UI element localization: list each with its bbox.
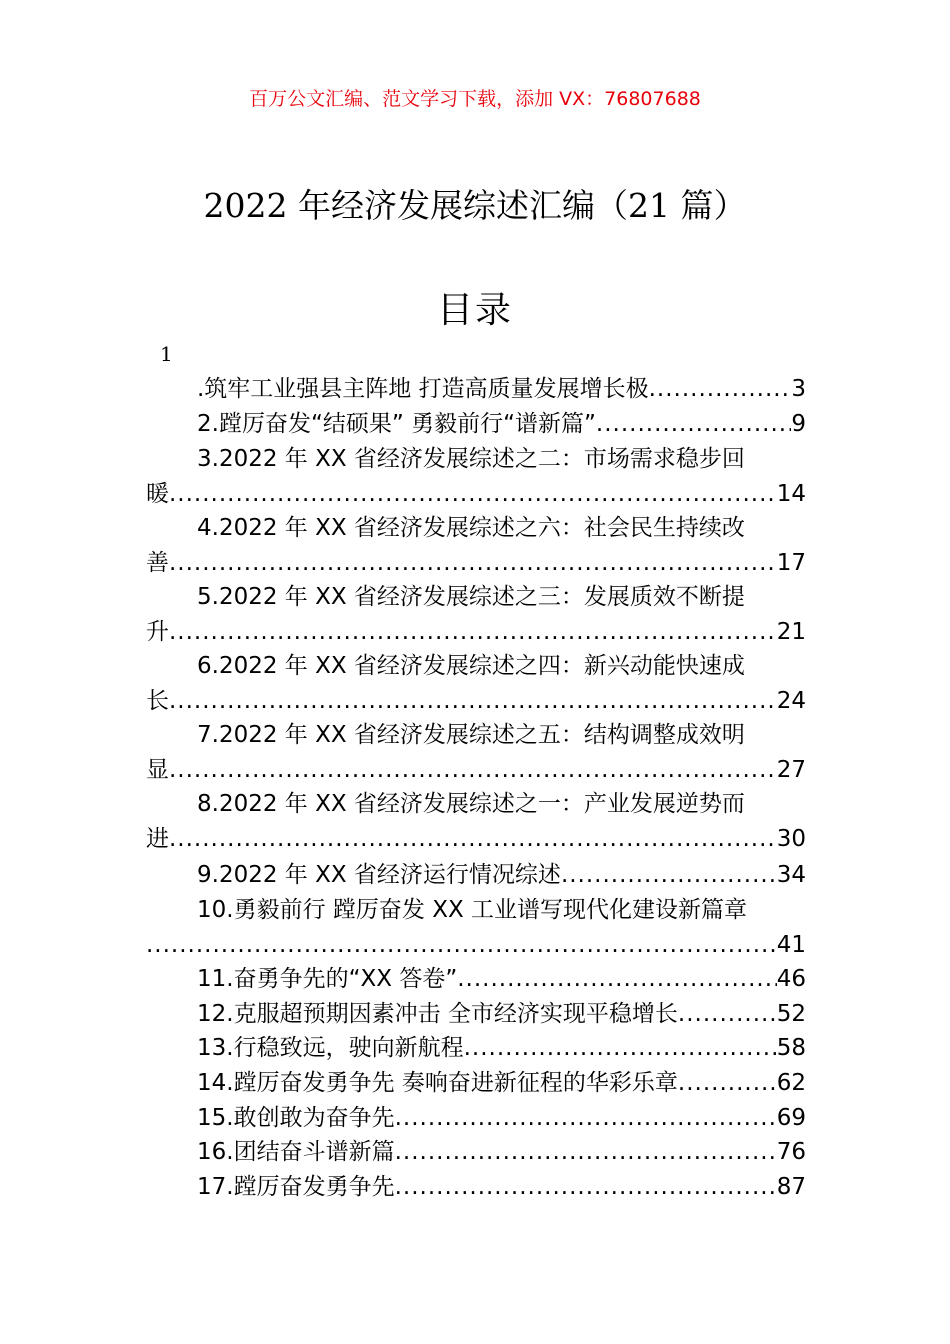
toc-entry-page: 27	[776, 757, 806, 783]
toc-leader-dots	[561, 864, 777, 887]
toc-entry-page: 17	[776, 550, 806, 576]
toc-entry[interactable]	[146, 1141, 806, 1164]
toc-entry-page: 58	[776, 1035, 806, 1061]
toc-entry-page: 30	[776, 826, 806, 852]
toc-entry-page: 41	[776, 932, 806, 958]
toc-entry-continuation: 长	[146, 688, 169, 714]
toc-entry-title: 17.蹚厉奋发勇争先	[197, 1174, 395, 1200]
toc-entry-continuation: 善	[146, 550, 169, 576]
document-title: 2022 年经济发展综述汇编（21 篇）	[203, 186, 747, 225]
toc-leader-dots	[169, 759, 777, 782]
toc-leader-dots	[649, 378, 792, 401]
toc-entry-page: 62	[776, 1070, 806, 1096]
toc-entry-title: 15.敢创敢为奋争先	[197, 1105, 395, 1131]
toc-entry-title: 4.2022 年 XX 省经济发展综述之六：社会民生持续改	[197, 515, 745, 541]
toc-leader-dots	[169, 483, 777, 506]
toc-entry-page: 52	[776, 1001, 806, 1027]
toc-entry[interactable]	[146, 1107, 806, 1130]
toc-leader-dots	[457, 968, 776, 991]
toc-entry-continuation: 升	[146, 619, 169, 645]
toc-leader-dots	[464, 1037, 777, 1060]
toc-leader-dots	[146, 934, 777, 957]
toc-leader-dots	[395, 1176, 777, 1199]
toc-entry[interactable]	[146, 1037, 806, 1060]
toc-leader-dots	[395, 1141, 777, 1164]
toc-entry[interactable]	[146, 864, 806, 887]
toc-entry[interactable]	[146, 793, 806, 851]
toc-entry-title: 13.行稳致远，驶向新航程	[197, 1035, 464, 1061]
toc-entry[interactable]	[146, 899, 806, 957]
toc-leader-dots	[169, 621, 777, 644]
toc-entry-page: 34	[776, 862, 806, 888]
toc-entry[interactable]	[146, 1072, 806, 1095]
toc-entry-title: 5.2022 年 XX 省经济发展综述之三：发展质效不断提	[197, 584, 745, 610]
toc-entry-page: 24	[776, 688, 806, 714]
toc-marker: 1	[160, 342, 173, 366]
toc-entry[interactable]	[146, 1003, 806, 1026]
toc-entry-page: 46	[776, 966, 806, 992]
toc-entry-page: 21	[776, 619, 806, 645]
toc-entry[interactable]	[146, 1176, 806, 1199]
toc-entry-page: 9	[791, 411, 806, 437]
toc-entry[interactable]	[146, 413, 806, 436]
toc-entry-continuation: 显	[146, 757, 169, 783]
toc-heading: 目录	[436, 290, 513, 331]
toc-entry[interactable]	[146, 517, 806, 575]
toc-entry-page: 69	[776, 1105, 806, 1131]
toc-leader-dots	[395, 1107, 777, 1130]
toc-entry-title: .筑牢工业强县主阵地 打造高质量发展增长极	[197, 376, 649, 402]
toc-entry[interactable]	[146, 655, 806, 713]
toc-entry-title: 10.勇毅前行 蹚厉奋发 XX 工业谱写现代化建设新篇章	[197, 897, 748, 923]
toc-leader-dots	[596, 413, 791, 436]
toc-entry-title: 11.奋勇争先的“XX 答卷”	[197, 966, 458, 992]
watermark-banner: 百万公文汇编、范文学习下载，添加 VX：76807688	[249, 88, 701, 110]
toc-leader-dots	[169, 690, 777, 713]
toc-entry-title: 14.蹚厉奋发勇争先 奏响奋进新征程的华彩乐章	[197, 1070, 678, 1096]
toc-entry-title: 16.团结奋斗谱新篇	[197, 1139, 395, 1165]
toc-entry[interactable]	[146, 378, 806, 401]
toc-entry[interactable]	[146, 968, 806, 991]
toc-entry-title: 9.2022 年 XX 省经济运行情况综述	[197, 862, 561, 888]
toc-entry-title: 6.2022 年 XX 省经济发展综述之四：新兴动能快速成	[197, 653, 745, 679]
toc-leader-dots	[678, 1003, 777, 1026]
toc-entry-title: 3.2022 年 XX 省经济发展综述之二：市场需求稳步回	[197, 446, 745, 472]
toc-entry-continuation: 暖	[146, 481, 169, 507]
toc-entry-title: 7.2022 年 XX 省经济发展综述之五：结构调整成效明	[197, 722, 745, 748]
toc-leader-dots	[678, 1072, 777, 1095]
toc-entry-title: 12.克服超预期因素冲击 全市经济实现平稳增长	[197, 1001, 678, 1027]
toc-entry[interactable]	[146, 586, 806, 644]
toc-entry[interactable]	[146, 448, 806, 506]
toc-entry-page: 3	[791, 376, 806, 402]
toc-entry-page: 76	[776, 1139, 806, 1165]
toc-leader-dots	[169, 552, 777, 575]
toc-entry[interactable]	[146, 724, 806, 782]
toc-entry-title: 2.蹚厉奋发“结硕果” 勇毅前行“谱新篇”	[197, 411, 596, 437]
toc-leader-dots	[169, 828, 777, 851]
toc-entry-title: 8.2022 年 XX 省经济发展综述之一：产业发展逆势而	[197, 791, 745, 817]
toc-entry-page: 14	[776, 481, 806, 507]
toc-entry-page: 87	[776, 1174, 806, 1200]
toc-entry-continuation: 进	[146, 826, 169, 852]
